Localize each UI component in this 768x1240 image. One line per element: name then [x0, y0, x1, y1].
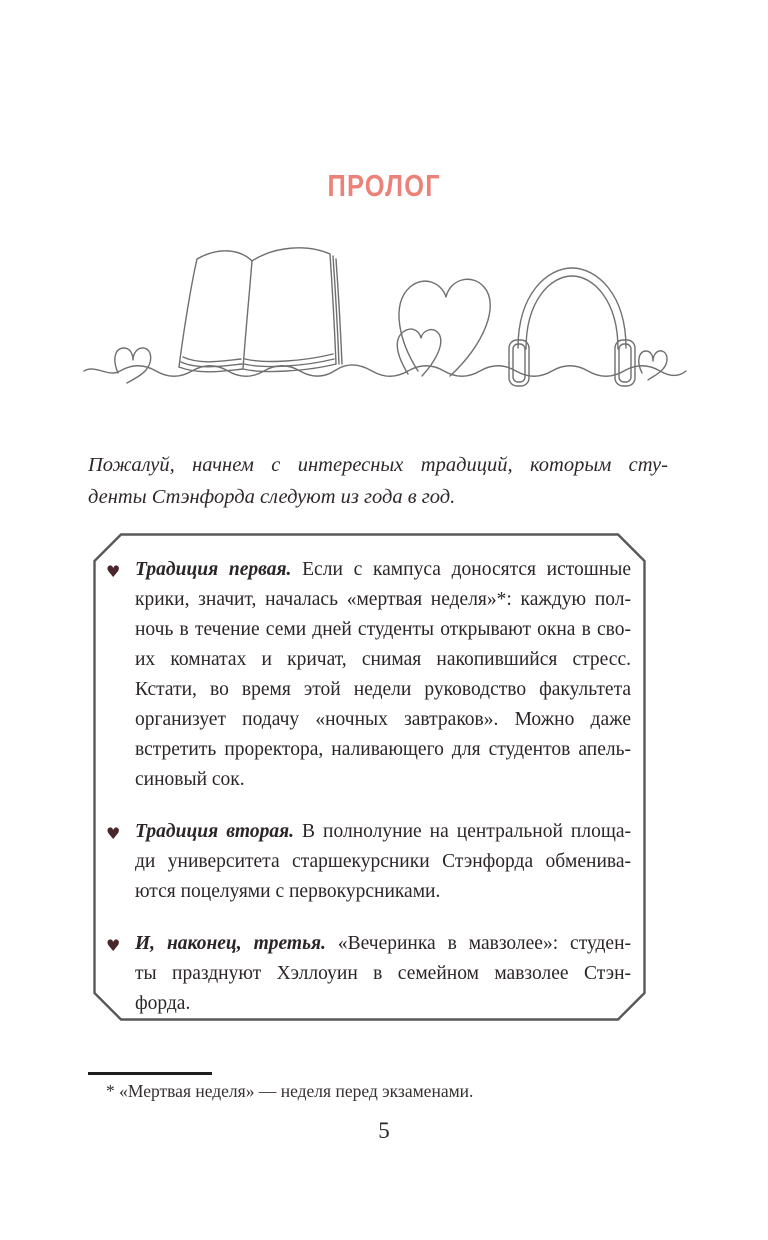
- tradition-line: их комнатах и кричат, снимая накопившийся стресс.: [135, 649, 631, 670]
- tradition-lead: Традиция первая.: [135, 559, 292, 580]
- traditions-box-content: [106, 555, 632, 1019]
- footnote-text: * «Мертвая неделя» — неделя перед экзаменами.: [106, 1081, 474, 1101]
- headphones-icon: [509, 268, 635, 386]
- tradition-item-3: [106, 929, 632, 1019]
- tradition-line: Кстати, во время этой недели руководство факультета: [135, 679, 631, 700]
- tradition-item-2: [106, 817, 631, 907]
- tradition-lead: И, наконец, третья.: [135, 933, 326, 954]
- tradition-line: форда.: [135, 993, 191, 1014]
- double-hearts-icon: [397, 279, 490, 376]
- tradition-line: организует подачу «ночных завтраков». Можно даже: [135, 709, 631, 730]
- small-heart-left-icon: [115, 348, 151, 383]
- wavy-baseline: [84, 365, 686, 376]
- page-title-wrap: [0, 168, 768, 204]
- tradition-line: крики, значит, началась «мертвая неделя»*: каждую пол-: [135, 589, 631, 610]
- line-art-svg: [82, 243, 688, 405]
- tradition-line-text: Если с кампуса доносятся истошные: [302, 559, 631, 580]
- page-title: ПРОЛОГ: [327, 168, 441, 203]
- heart-bullet-icon: ♥: [106, 562, 121, 581]
- tradition-line: ди университета старшекурсники Стэнфорда обменива-: [135, 851, 631, 872]
- tradition-line: [135, 555, 631, 585]
- page-number: 5: [378, 1118, 390, 1143]
- tradition-lead: Традиция вторая.: [135, 821, 294, 842]
- heart-bullet-icon: ♥: [106, 824, 121, 843]
- tradition-line: ты празднуют Хэллоуин в семейном мавзолее Стэн-: [135, 963, 631, 984]
- tradition-line: [135, 929, 631, 959]
- tradition-line-text: «Вечеринка в мавзолее»: студен-: [337, 933, 632, 954]
- tradition-line-text: В полнолуние на центральной площа-: [302, 821, 631, 842]
- tradition-line: синовый сок.: [135, 769, 245, 790]
- traditions-box: [93, 533, 646, 1021]
- tradition-line: [135, 817, 631, 847]
- intro-line: Пожалуй, начнем с интересных традиций, которым сту-: [88, 454, 668, 476]
- open-book-icon: [179, 248, 342, 372]
- heart-bullet-icon: ♥: [106, 936, 121, 955]
- intro-line: денты Стэнфорда следуют из года в год.: [88, 486, 456, 508]
- intro-paragraph: [88, 449, 668, 513]
- footnote-divider: [88, 1072, 212, 1075]
- tradition-line: встретить проректора, наливающего для студентов апель-: [135, 739, 631, 760]
- tradition-line: ются поцелуями с первокурсниками.: [135, 881, 441, 902]
- tradition-item-1: [106, 555, 631, 795]
- decorative-line-art: [82, 243, 688, 405]
- tradition-line: ночь в течение семи дней студенты открывают окна в сво-: [135, 619, 631, 640]
